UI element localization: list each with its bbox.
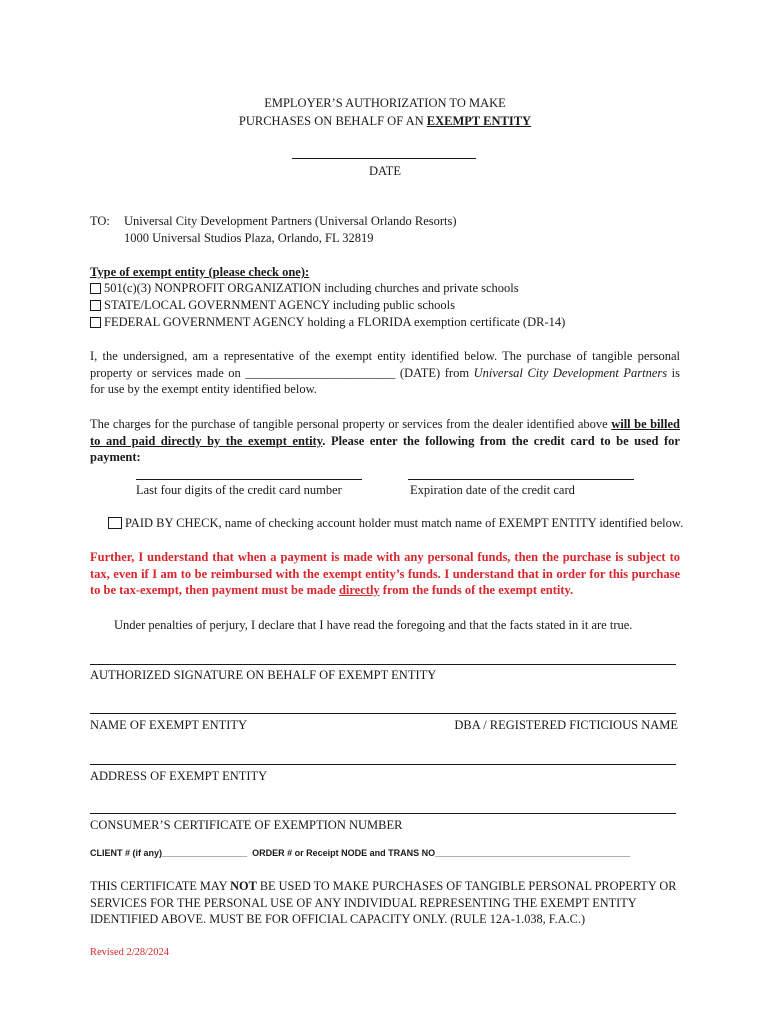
title-emphasis: EXEMPT ENTITY <box>426 114 532 128</box>
last-four-line[interactable] <box>136 479 362 480</box>
entity-name-line[interactable] <box>90 713 676 714</box>
expiration-line[interactable] <box>408 479 634 480</box>
order-number-blank[interactable]: _______________________________________ <box>435 848 631 858</box>
address-label: ADDRESS OF EXEMPT ENTITY <box>90 769 268 783</box>
exempt-option-501c3[interactable] <box>90 281 519 296</box>
exempt-option-label: 501(c)(3) NONPROFIT ORGANIZATION including churches and private schools <box>104 281 519 295</box>
order-number-label: ORDER # or Receipt NODE and TRANS NO <box>252 848 436 858</box>
perjury-statement: Under penalties of perjury, I declare that I have read the foregoing and that the facts stated in it are true. <box>114 618 633 632</box>
date-label: DATE <box>369 164 401 178</box>
title-line-2: PURCHASES ON BEHALF OF AN EXEMPT ENTITY <box>238 114 532 128</box>
signature-line[interactable] <box>90 664 676 665</box>
signature-label: AUTHORIZED SIGNATURE ON BEHALF OF EXEMPT ENTITY <box>90 668 437 682</box>
warning-emphasis: directly <box>338 583 380 597</box>
client-number-blank[interactable]: _________________ <box>162 848 248 858</box>
exempt-option-label: STATE/LOCAL GOVERNMENT AGENCY including public schools <box>104 298 455 312</box>
document-title <box>0 96 770 129</box>
checkbox-icon[interactable] <box>90 317 101 328</box>
purchase-date-blank[interactable]: ________________________ <box>245 365 396 380</box>
address-line[interactable] <box>90 764 676 765</box>
paid-by-check-label: PAID BY CHECK, name of checking account holder must match name of EXEMPT ENTITY identified below. <box>125 516 684 530</box>
checkbox-icon[interactable] <box>90 283 101 294</box>
to-address-line-2: 1000 Universal Studios Plaza, Orlando, FL 32819 <box>124 231 374 245</box>
vendor-name: Universal City Development Partners <box>473 365 668 380</box>
revised-date: Revised 2/28/2024 <box>90 947 170 958</box>
exempt-option-state-local[interactable] <box>90 298 455 313</box>
certificate-line[interactable] <box>90 813 676 814</box>
checkbox-icon[interactable] <box>108 517 122 529</box>
personal-funds-warning: Further, I understand that when a payment is made with any personal funds, then the purchase is subject to tax, even if I am to be reimbursed with the exempt entity’s funds. I understand that in order for this purchase to be tax-exempt, then payment must be made directly from the funds of the exempt entity. <box>90 550 680 597</box>
expiration-label: Expiration date of the credit card <box>410 483 575 497</box>
certificate-label: CONSUMER’S CERTIFICATE OF EXEMPTION NUMBER <box>90 818 403 832</box>
exempt-option-label: FEDERAL GOVERNMENT AGENCY holding a FLORIDA exemption certificate (DR-14) <box>104 315 566 329</box>
exempt-type-heading: Type of exempt entity (please check one): <box>90 265 310 279</box>
charges-paragraph: The charges for the purchase of tangible personal property or services from the dealer identified above will be billed to and paid directly by the exempt entity. Please enter the following from the credit card to be used for payment: <box>90 417 680 464</box>
checkbox-icon[interactable] <box>90 300 101 311</box>
dba-label: DBA / REGISTERED FICTICIOUS NAME <box>454 718 678 732</box>
declaration-paragraph: I, the undersigned, am a representative of the exempt entity identified below. The purchase of tangible personal property or services made on ________________________ (DATE) from Universal City Development Partners is for use by the exempt entity identified below. <box>90 349 681 396</box>
client-number-label: CLIENT # (if any) <box>90 848 163 858</box>
exempt-option-federal[interactable] <box>90 315 565 330</box>
usage-notice: THIS CERTIFICATE MAY NOT BE USED TO MAKE PURCHASES OF TANGIBLE PERSONAL PROPERTY OR SERVICES FOR THE PERSONAL USE OF ANY INDIVIDUAL REPRESENTING THE EXEMPT ENTITY IDENTIFIED ABOVE. MUST BE FOR OFFICIAL CAPACITY ONLY. (RULE 12A-1.038, F.A.C.) <box>90 879 677 926</box>
notice-emphasis: NOT <box>230 879 257 893</box>
entity-name-label: NAME OF EXEMPT ENTITY <box>90 718 248 732</box>
last-four-label: Last four digits of the credit card number <box>136 483 342 497</box>
client-order-row <box>90 848 630 858</box>
billing-emphasis: will be billed to and paid directly by the exempt entity <box>90 417 680 448</box>
date-line[interactable] <box>292 158 476 159</box>
paid-by-check-option[interactable] <box>108 516 683 531</box>
title-line-1: EMPLOYER’S AUTHORIZATION TO MAKE <box>264 96 506 110</box>
to-label: TO: <box>90 214 110 228</box>
to-address-line-1: Universal City Development Partners (Universal Orlando Resorts) <box>124 214 457 228</box>
